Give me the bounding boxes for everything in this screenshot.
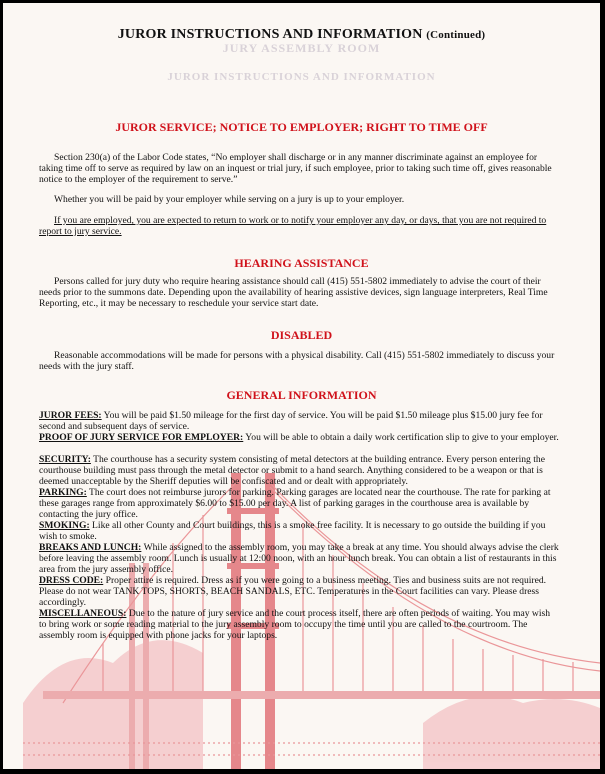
juror-fees-item — [39, 411, 559, 433]
return-to-work-paragraph: If you are employed, you are expected to return to work or to notify your employer any day, or days, that you are not required to report to jury service. — [39, 215, 547, 237]
hearing-paragraph: Persons called for jury duty who require hearing assistance should call (415) 551-5802 immediately to advise the court of their needs prior to the summons date. Depending upon the availability of hearing assistive devices, sign language interpreters, Real Time Reporting, etc., it may be necessary to reschedule your service start date. — [39, 276, 548, 309]
item-text: The courthouse has a security system consisting of metal detectors at the building entrance. Every person entering the courthouse building must pass through the metal detector or submit to a hand search. Anything considered to be a weapon or that is deemed unacceptable by the Sheriff deputies will be confiscated and or dealt with appropriately. — [39, 454, 545, 487]
item-text: Proper attire is required. Dress as if you were going to a business meeting. Ties and business suits are not required. Please do not wear TANK TOPS, SHORTS, BEACH SANDALS, ETC. Temperatures in the Court facilities can vary. Please dress accordingly. — [39, 575, 547, 608]
disabled-heading: DISABLED — [270, 328, 333, 342]
item-term: PARKING: — [39, 487, 87, 498]
bleed-through-line: JURY ASSEMBLY ROOM — [222, 41, 381, 55]
item-term: MISCELLANEOUS: — [39, 608, 127, 619]
document-content — [3, 3, 600, 769]
bleed-through-line: JUROR INSTRUCTIONS AND INFORMATION — [167, 71, 436, 83]
employer-heading: JUROR SERVICE; NOTICE TO EMPLOYER; RIGHT TO TIME OFF — [115, 120, 488, 134]
continued-label: (Continued) — [426, 29, 486, 41]
employer-pay-paragraph: Whether you will be paid by your employer while serving on a jury is up to your employer. — [54, 194, 405, 205]
breaks-lunch-item — [39, 543, 559, 575]
item-text: Like all other County and Court buildings, this is a smoke free facility. It is necessary to go outside the building if you wish to smoke. — [39, 520, 546, 542]
item-text: The court does not reimburse jurors for parking. Parking garages are located near the courthouse. The rate for parking at these garages range from approximately $6.00 to $15.00 per day. A list of parking garages in the courthouse area is available by contacting the jury office. — [39, 487, 551, 520]
proof-of-service-item — [39, 433, 559, 444]
disabled-paragraph: Reasonable accommodations will be made for persons with a physical disability. Call (415) 551-5802 immediately to discuss your needs with the jury staff. — [39, 350, 555, 372]
hearing-heading: HEARING ASSISTANCE — [234, 256, 369, 270]
document-page — [3, 3, 600, 769]
page-title-text: JUROR INSTRUCTIONS AND INFORMATION — [117, 27, 423, 42]
smoking-item — [39, 521, 559, 543]
item-term: BREAKS AND LUNCH: — [39, 542, 142, 553]
labor-code-paragraph: Section 230(a) of the Labor Code states, “No employer shall discharge or in any manner discriminate against an employee for taking time off to serve as required by law on an inquest or trial jury, if such employee, prior to taking such time off, gives reasonable notice to the employer of the requirement to serve.” — [39, 152, 552, 185]
dress-code-item — [39, 576, 559, 608]
security-item — [39, 455, 559, 487]
item-term: PROOF OF JURY SERVICE FOR EMPLOYER: — [39, 432, 244, 443]
item-text: Due to the nature of jury service and the court process itself, there are often periods of waiting. You may wish to bring work or some reading material to the jury assembly room to occupy the time until you are called to the courtroom. The assembly room is equipped with phone jacks for your laptops. — [39, 608, 551, 641]
item-term: SECURITY: — [39, 454, 91, 465]
page-title — [3, 27, 600, 43]
parking-item — [39, 488, 559, 520]
general-heading: GENERAL INFORMATION — [226, 388, 377, 402]
item-text: You will be able to obtain a daily work certification slip to give to your employer. — [243, 432, 559, 443]
item-term: SMOKING: — [39, 520, 90, 531]
item-text: While assigned to the assembly room, you may take a break at any time. You should always advise the clerk before leaving the assembly room. Lunch is usually at 12:00 noon, with an hour lunch break. You can obtain a list of restaurants in this area from the jury assembly office. — [39, 542, 559, 575]
item-term: JUROR FEES: — [39, 410, 102, 421]
item-text: You will be paid $1.50 mileage for the first day of service. You will be paid $1.50 mileage plus $15.00 jury fee for second and subsequent days of service. — [39, 410, 543, 432]
miscellaneous-item — [39, 609, 559, 641]
item-term: DRESS CODE: — [39, 575, 104, 586]
